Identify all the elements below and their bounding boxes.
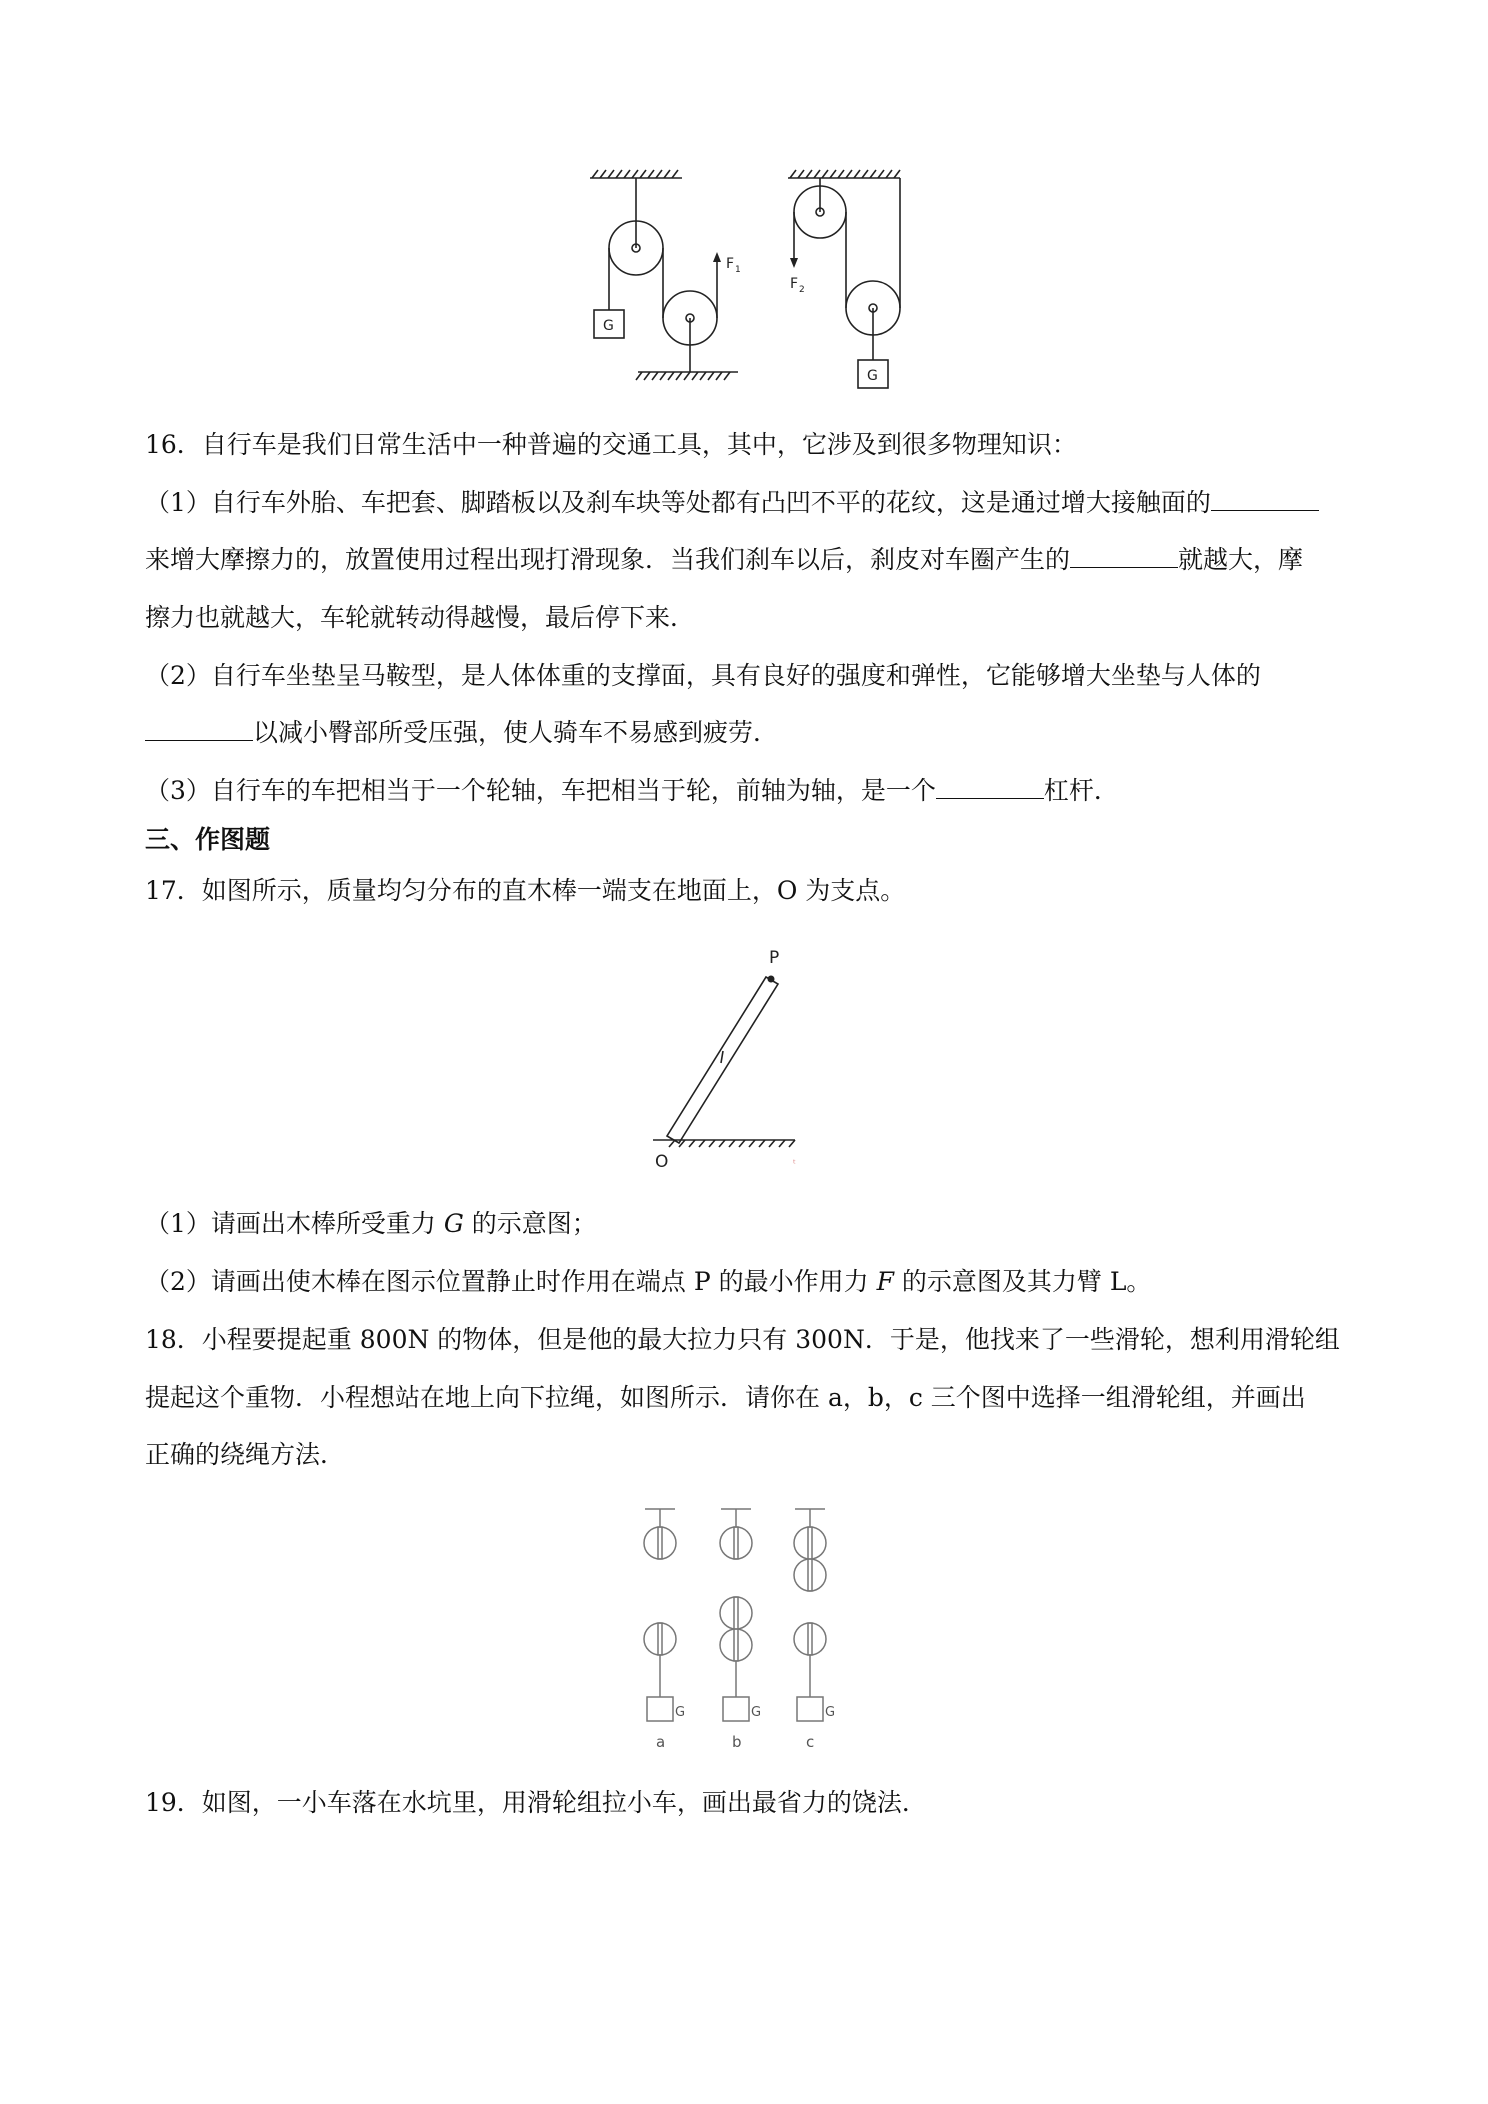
q16-part1-line2: 来增大摩擦力的，放置使用过程出现打滑现象．当我们刹车以后，刹皮对车圈产生的 就越大，摩 xyxy=(145,545,1304,574)
q17-part1: （1）请画出木棒所受重力 G 的示意图； xyxy=(145,1209,597,1238)
answer-blank[interactable] xyxy=(936,774,1044,799)
answer-blank[interactable] xyxy=(1211,486,1319,511)
q16-part3: （3）自行车的车把相当于一个轮轴，车把相当于轮，前轴为轴，是一个 杠杆． xyxy=(145,776,1119,805)
weight-label-a: G xyxy=(675,1705,686,1720)
q17-part2: （2）请画出使木棒在图示位置静止时作用在端点 P 的最小作用力 F 的示意图及其力臂 L。 xyxy=(145,1267,1152,1296)
svg-text:2: 2 xyxy=(799,285,805,295)
tiny-mark: ᵗ xyxy=(793,1159,796,1170)
label-b: b xyxy=(732,1733,742,1751)
point-o-label: O xyxy=(655,1152,669,1172)
label-c: c xyxy=(806,1733,815,1751)
section-title: 三、作图题 xyxy=(145,825,271,854)
weight-label-left: G xyxy=(603,318,614,334)
pulley-systems-figure xyxy=(570,160,930,400)
point-p-label: P xyxy=(769,948,780,968)
q16-part2-line2: 以减小臀部所受压强，使人骑车不易感到疲劳． xyxy=(145,716,1355,750)
answer-blank[interactable] xyxy=(145,716,253,741)
q19-stem: 19．如图，一小车落在水坑里，用滑轮组拉小车，画出最省力的饶法． xyxy=(145,1788,927,1817)
q18-line1: 18．小程要提起重 800N 的物体，但是他的最大拉力只有 300N．于是，他找来了一些滑轮，想利用滑轮组 xyxy=(145,1325,1340,1354)
stick-figure xyxy=(645,935,825,1175)
weight-label-right: G xyxy=(867,368,878,384)
svg-text:1: 1 xyxy=(735,265,741,275)
weight-label-b: G xyxy=(751,1705,762,1720)
label-a: a xyxy=(656,1733,666,1751)
weight-label-c: G xyxy=(825,1705,836,1720)
q18-line2: 提起这个重物．小程想站在地上向下拉绳，如图所示．请你在 a，b，c 三个图中选择一组滑轮组，并画出 xyxy=(145,1383,1306,1412)
force-f1-label: F xyxy=(726,256,735,272)
pulley-groups-figure xyxy=(625,1497,875,1767)
q16-part1-line3: 擦力也就越大，车轮就转动得越慢，最后停下来． xyxy=(145,603,696,632)
force-f2-label: F xyxy=(790,276,799,292)
q16-stem: 16．自行车是我们日常生活中一种普遍的交通工具，其中，它涉及到很多物理知识： xyxy=(145,430,1077,459)
q16-part2-line1: （2）自行车坐垫呈马鞍型，是人体体重的支撑面，具有良好的强度和弹性，它能够增大坐垫与人体的 xyxy=(145,661,1261,690)
q17-stem: 17．如图所示，质量均匀分布的直木棒一端支在地面上，O 为支点。 xyxy=(145,876,906,905)
q18-line3: 正确的绕绳方法． xyxy=(145,1440,346,1469)
q16-part1-line1: （1）自行车外胎、车把套、脚踏板以及刹车块等处都有凸凹不平的花纹，这是通过增大接触面的 xyxy=(145,486,1355,520)
answer-blank[interactable] xyxy=(1070,543,1178,568)
